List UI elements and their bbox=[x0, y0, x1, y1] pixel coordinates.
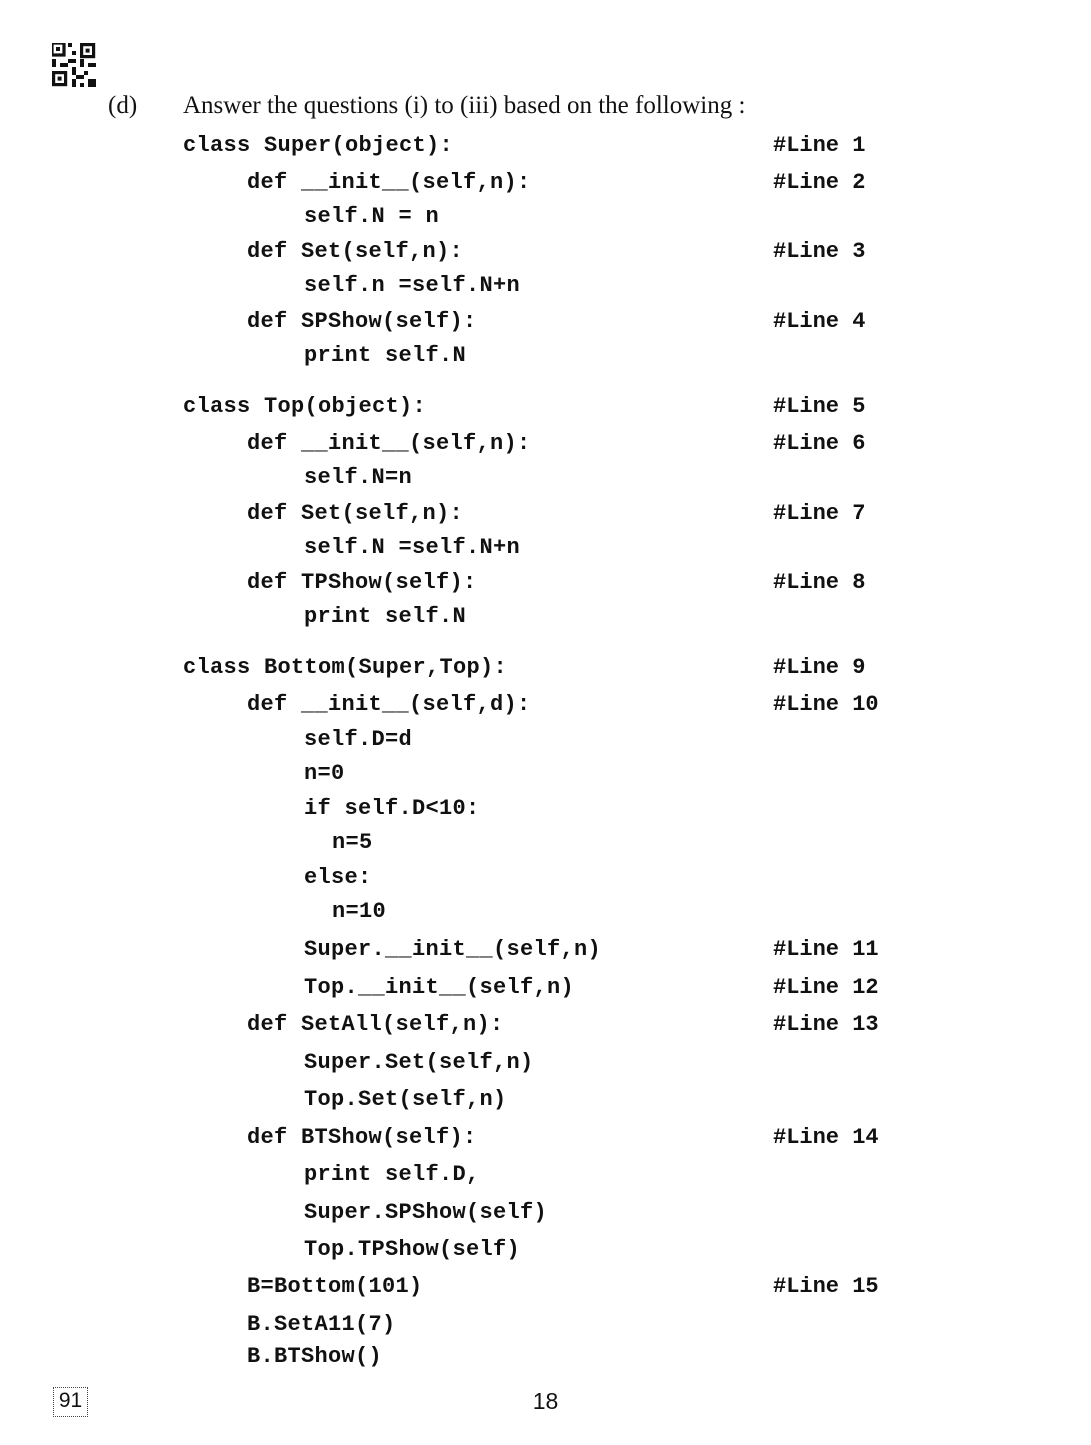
line-number-comment: #Line 12 bbox=[773, 975, 879, 1000]
code-line: class Super(object): bbox=[183, 133, 454, 158]
code-line: Super.__init__(self,n) bbox=[304, 937, 602, 962]
line-number-comment: #Line 10 bbox=[773, 692, 879, 717]
code-line: Top.TPShow(self) bbox=[304, 1237, 521, 1262]
code-line: n=5 bbox=[332, 830, 373, 855]
code-line: def Set(self,n): bbox=[247, 501, 464, 526]
line-number-comment: #Line 2 bbox=[773, 170, 866, 195]
line-number-comment: #Line 6 bbox=[773, 431, 866, 456]
line-number-comment: #Line 13 bbox=[773, 1012, 879, 1037]
code-line: def __init__(self,n): bbox=[247, 170, 531, 195]
code-line: def SetAll(self,n): bbox=[247, 1012, 504, 1037]
code-line: class Bottom(Super,Top): bbox=[183, 655, 508, 680]
line-number-comment: #Line 11 bbox=[773, 937, 879, 962]
code-line: B=Bottom(101) bbox=[247, 1274, 423, 1299]
line-number-comment: #Line 9 bbox=[773, 655, 866, 680]
code-line: class Top(object): bbox=[183, 394, 427, 419]
code-line: Super.SPShow(self) bbox=[304, 1200, 548, 1225]
code-line: n=0 bbox=[304, 761, 345, 786]
code-line: def __init__(self,n): bbox=[247, 431, 531, 456]
code-line: self.D=d bbox=[304, 727, 413, 752]
code-line: def SPShow(self): bbox=[247, 309, 477, 334]
code-line: if self.D<10: bbox=[304, 796, 480, 821]
line-number-comment: #Line 4 bbox=[773, 309, 866, 334]
code-line: print self.D, bbox=[304, 1162, 480, 1187]
code-line: def BTShow(self): bbox=[247, 1125, 477, 1150]
code-line: def Set(self,n): bbox=[247, 239, 464, 264]
code-line: B.BTShow() bbox=[247, 1344, 383, 1369]
code-line: Top.__init__(self,n) bbox=[304, 975, 575, 1000]
page-number: 18 bbox=[532, 1388, 559, 1414]
qr-code-icon bbox=[52, 43, 96, 87]
line-number-comment: #Line 1 bbox=[773, 133, 866, 158]
line-number-comment: #Line 14 bbox=[773, 1125, 879, 1150]
code-line: def __init__(self,d): bbox=[247, 692, 531, 717]
line-number-comment: #Line 3 bbox=[773, 239, 866, 264]
question-label: (d) bbox=[108, 92, 138, 119]
code-line: self.N=n bbox=[304, 465, 413, 490]
question-text: Answer the questions (i) to (iii) based on the following : bbox=[183, 92, 746, 119]
code-line: print self.N bbox=[304, 604, 467, 629]
code-line: print self.N bbox=[304, 343, 467, 368]
code-line: self.N =self.N+n bbox=[304, 535, 521, 560]
line-number-comment: #Line 7 bbox=[773, 501, 866, 526]
code-line: else: bbox=[304, 865, 372, 890]
code-line: self.N = n bbox=[304, 204, 440, 229]
code-line: n=10 bbox=[332, 899, 387, 924]
line-number-comment: #Line 5 bbox=[773, 394, 866, 419]
line-number-comment: #Line 8 bbox=[773, 570, 866, 595]
code-line: self.n =self.N+n bbox=[304, 273, 521, 298]
paper-code-badge: 91 bbox=[53, 1387, 88, 1417]
code-line: Super.Set(self,n) bbox=[304, 1050, 534, 1075]
code-line: def TPShow(self): bbox=[247, 570, 477, 595]
line-number-comment: #Line 15 bbox=[773, 1274, 879, 1299]
code-line: B.SetA11(7) bbox=[247, 1312, 396, 1337]
code-line: Top.Set(self,n) bbox=[304, 1087, 507, 1112]
